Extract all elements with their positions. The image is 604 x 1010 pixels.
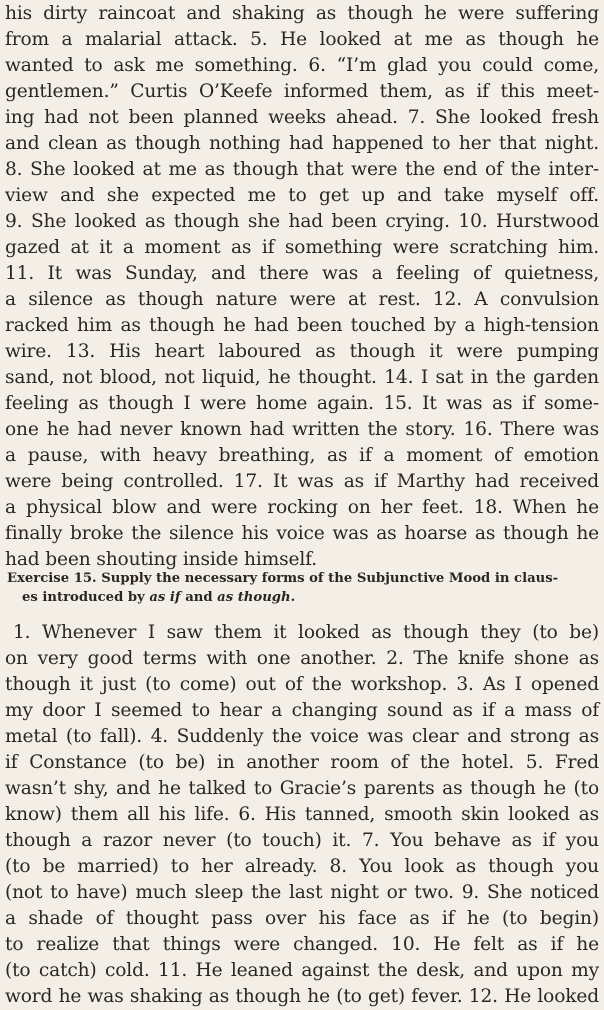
text-line: (not to have) much sleep the last night or two. 9. She noticed <box>5 882 599 903</box>
text-line: a shade of thought pass over his face as if he (to begin) <box>5 908 599 929</box>
text-line: 1. Whenever I saw them it looked as though they (to be) <box>13 622 599 643</box>
text-line: gentlemen.” Curtis O’Keefe informed them, as if this meet- <box>5 81 599 102</box>
text-line: 11. It was Sunday, and there was a feeling of quietness, <box>5 263 599 284</box>
text-line: a physical blow and were rocking on her feet. 18. When he <box>5 497 599 518</box>
exercise-15-heading <box>7 569 599 588</box>
text-line: a silence as though nature were at rest. 12. A convulsion <box>5 289 599 310</box>
exercise-instruction: Supply the necessary forms of the Subjunctive Mood in claus- <box>101 571 559 586</box>
text-line: view and she expected me to get up and take myself off. <box>5 185 599 206</box>
text-line: on very good terms with one another. 2. The knife shone as <box>5 648 599 669</box>
text-line: finally broke the silence his voice was as hoarse as though he <box>5 523 599 544</box>
text-line: though it just (to come) out of the workshop. 3. As I opened <box>5 674 599 695</box>
text-line: sand, not blood, not liquid, he thought. 14. I sat in the garden <box>5 367 599 388</box>
text-line: ing had not been planned weeks ahead. 7. She looked fresh <box>5 107 599 128</box>
text-line: one he had never known had written the story. 16. There was <box>5 419 599 440</box>
text-line: (to be married) to her already. 8. You look as though you <box>5 856 599 877</box>
text-line: metal (to fall). 4. Suddenly the voice was clear and strong as <box>5 726 599 747</box>
exercise-label: Exercise 15. <box>7 571 97 586</box>
exercise-instruction-cont: es introduced by <box>22 590 150 605</box>
text-line: wanted to ask me something. 6. “I’m glad you could come, <box>5 55 599 76</box>
text-line: if Constance (to be) in another room of the hotel. 5. Fred <box>5 752 599 773</box>
text-line: and clean as though nothing had happened to her that night. <box>5 133 599 154</box>
text-line: gazed at it a moment as if something were scratching him. <box>5 237 599 258</box>
exercise-instruction-end: . <box>290 590 296 605</box>
text-line: were being controlled. 17. It was as if Marthy had received <box>5 471 599 492</box>
exercise-instruction-and: and <box>180 590 218 605</box>
text-line: know) them all his life. 6. His tanned, smooth skin looked as <box>5 804 599 825</box>
text-line: racked him as though he had been touched by a high-tension <box>5 315 599 336</box>
text-line: had been shouting inside himself. <box>5 549 318 570</box>
text-line: 8. She looked at me as though that were the end of the inter- <box>5 159 599 180</box>
text-line: wire. 13. His heart laboured as though it were pumping <box>5 341 599 362</box>
text-line: from a malarial attack. 5. He looked at me as though he <box>5 29 599 50</box>
text-line: a pause, with heavy breathing, as if a moment of emotion <box>5 445 599 466</box>
text-line: 9. She looked as though she had been crying. 10. Hurstwood <box>5 211 599 232</box>
text-line: wasn’t shy, and he talked to Gracie’s parents as though he (to <box>5 778 599 799</box>
exercise-15-heading-cont <box>22 588 599 607</box>
keyword-as-though: as though <box>217 590 291 605</box>
text-line: though a razor never (to touch) it. 7. You behave as if you <box>5 830 599 851</box>
text-line: feeling as though I were home again. 15. It was as if some- <box>5 393 599 414</box>
text-line: my door I seemed to hear a changing sound as if a mass of <box>5 700 599 721</box>
text-line: to realize that things were changed. 10. He felt as if he <box>5 934 599 955</box>
text-line: word he was shaking as though he (to get) fever. 12. He looked <box>5 986 599 1007</box>
text-line: (to catch) cold. 11. He leaned against the desk, and upon my <box>5 960 599 981</box>
text-line: his dirty raincoat and shaking as though he were suffering <box>5 3 599 24</box>
keyword-as-if: as if <box>149 590 181 605</box>
